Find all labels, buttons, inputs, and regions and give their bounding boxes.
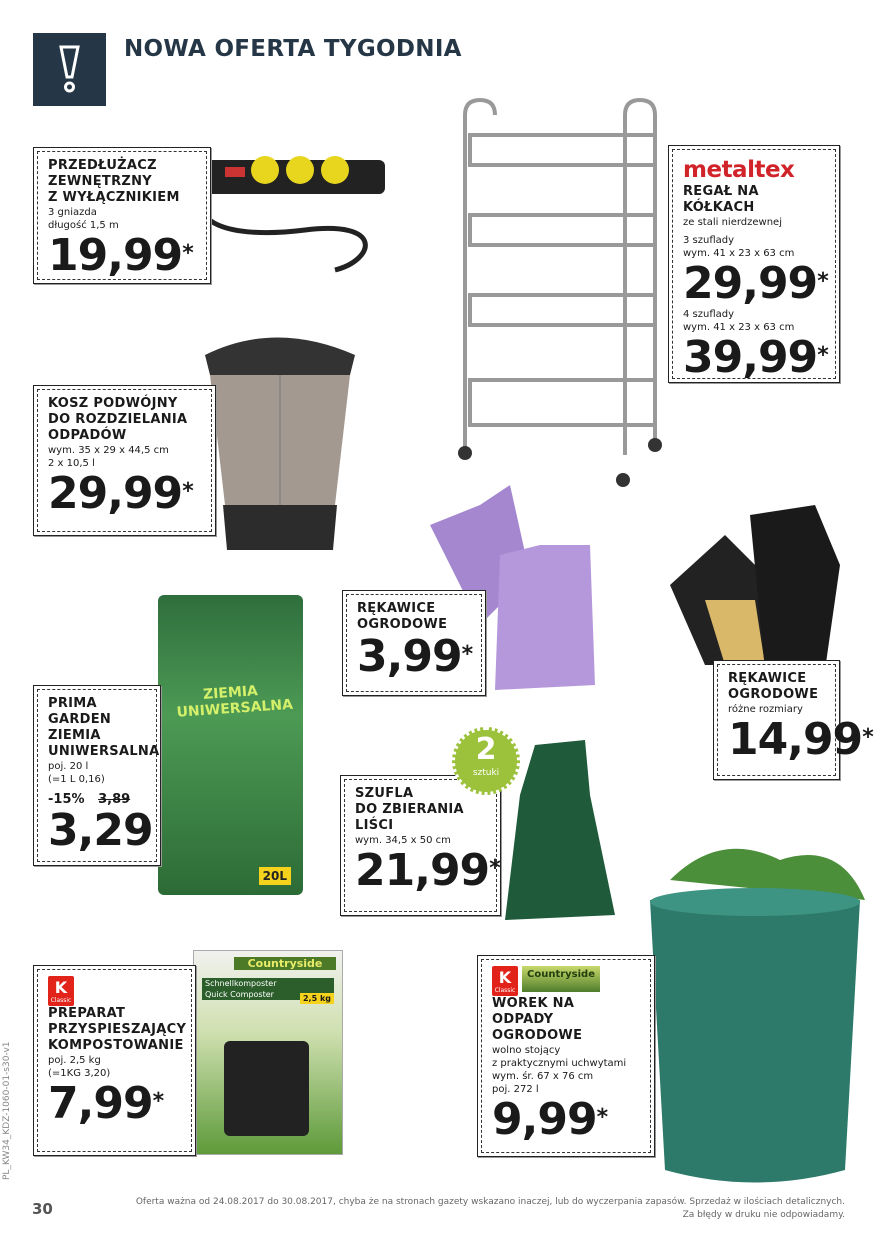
- offer-shelf-rack: [668, 145, 840, 383]
- offer-extension-cord: [33, 147, 211, 284]
- product-desc: różne rozmiary: [728, 704, 803, 715]
- k-classic-logo: K Classic: [492, 966, 518, 996]
- product-name: OGRODOWE: [728, 687, 819, 702]
- shelf-rack-image: [455, 95, 670, 490]
- variant-desc: wym. 41 x 23 x 63 cm: [683, 248, 795, 259]
- offer-leaf-grabber: [340, 775, 501, 916]
- soil-bag-label: ZIEMIA UNIWERSALNA: [176, 683, 294, 721]
- countryside-logo: Countryside: [522, 966, 600, 992]
- price: 9,99*: [492, 1094, 608, 1145]
- metaltex-logo: metaltex: [683, 157, 795, 183]
- product-name: OGRODOWE: [357, 617, 448, 632]
- product-desc: ze stali nierdzewnej: [683, 217, 782, 228]
- black-gloves-image: [665, 505, 845, 675]
- footer-disclaimer: [136, 1196, 845, 1222]
- extension-cord-image: [185, 140, 395, 280]
- pack-line: Schnellkomposter: [202, 978, 334, 989]
- price: 29,99*: [683, 258, 828, 309]
- price: 14,99*: [728, 714, 873, 765]
- disclaimer-line: Oferta ważna od 24.08.2017 do 30.08.2017, chyba że na stronach gazety wskazano inaczej, lub do wyczerpania zapasów. Sprzedaż w ilościach detalicznych.: [135, 1197, 845, 1207]
- product-desc: z praktycznymi uchwytami: [492, 1058, 627, 1069]
- product-name: PREPARAT: [48, 1006, 126, 1021]
- product-desc: wym. śr. 67 x 76 cm: [492, 1071, 594, 1082]
- badge-number: 2: [475, 732, 497, 767]
- product-name: GARDEN: [48, 712, 112, 727]
- badge-text: sztuki: [472, 768, 500, 778]
- soil-bag-image: [158, 595, 303, 895]
- soil-bag-size: 20L: [259, 867, 291, 885]
- product-desc: długość 1,5 m: [48, 220, 119, 231]
- offer-garden-bag: [477, 955, 655, 1157]
- product-desc: wym. 35 x 29 x 44,5 cm: [48, 445, 169, 456]
- price: 3,99*: [357, 631, 473, 682]
- exclamation-logo: [33, 33, 106, 106]
- product-desc: 3 gniazda: [48, 207, 97, 218]
- price: 7,99*: [48, 1078, 164, 1129]
- product-name: UNIWERSALNA: [48, 744, 160, 759]
- price: 39,99*: [683, 332, 828, 383]
- product-name: DO ZBIERANIA: [355, 802, 464, 817]
- variant-desc: wym. 41 x 23 x 63 cm: [683, 322, 795, 333]
- product-desc: (=1 L 0,16): [48, 774, 105, 785]
- product-name: ZEWNĘTRZNY: [48, 174, 153, 189]
- offer-black-gloves: [713, 660, 873, 780]
- product-name: LIŚCI: [355, 818, 394, 833]
- product-name: KOSZ PODWÓJNY: [48, 396, 178, 411]
- product-name: ODPADÓW: [48, 428, 127, 443]
- k-classic-logo: K Classic: [48, 976, 74, 1006]
- product-desc: wolno stojący: [492, 1045, 561, 1056]
- pack-line: Quick Composter: [202, 989, 334, 1000]
- offer-garden-soil: [33, 685, 161, 866]
- product-desc: (=1KG 3,20): [48, 1068, 111, 1079]
- quantity-badge: [452, 727, 520, 795]
- page-number: 30: [32, 1200, 53, 1218]
- product-name: OGRODOWE: [492, 1028, 583, 1043]
- offer-compost-accelerator: [33, 965, 196, 1156]
- price: 19,99*: [48, 230, 193, 281]
- product-desc: poj. 272 l: [492, 1084, 539, 1095]
- product-desc: poj. 20 l: [48, 761, 89, 772]
- product-name: ZIEMIA: [48, 728, 101, 743]
- disclaimer-line: Za błędy w druku nie odpowiadamy.: [682, 1210, 845, 1220]
- pack-size: 2,5 kg: [300, 993, 334, 1004]
- product-desc: wym. 34,5 x 50 cm: [355, 835, 451, 846]
- product-name: PRIMA: [48, 696, 97, 711]
- pack-brand: Countryside: [234, 957, 336, 970]
- price: 29,99*: [48, 468, 193, 519]
- print-code: PL_KW34_KDZ-1060-01-s30-v1: [2, 1041, 12, 1180]
- product-name: WOREK NA ODPADY: [492, 996, 575, 1027]
- product-name: REGAŁ NA KÓŁKACH: [683, 184, 759, 215]
- product-name: Z WYŁĄCZNIKIEM: [48, 190, 180, 205]
- product-name: RĘKAWICE: [357, 601, 436, 616]
- exclamation-icon: [33, 33, 106, 106]
- product-name: SZUFLA: [355, 786, 414, 801]
- garden-bag-image: [640, 840, 870, 1190]
- product-name: PRZYSPIESZAJĄCY: [48, 1022, 187, 1037]
- offer-purple-gloves: [342, 590, 486, 696]
- product-desc: 2 x 10,5 l: [48, 458, 95, 469]
- variant-desc: 3 szuflady: [683, 235, 735, 246]
- discount: -15%: [48, 792, 85, 807]
- variant-desc: 4 szuflady: [683, 309, 735, 320]
- product-name: RĘKAWICE: [728, 671, 807, 686]
- composter-bin: [224, 1041, 309, 1136]
- offer-waste-bin: [33, 385, 216, 536]
- product-desc: poj. 2,5 kg: [48, 1055, 101, 1066]
- product-name: PRZEDŁUŻACZ: [48, 158, 157, 173]
- product-name: KOMPOSTOWANIE: [48, 1038, 184, 1053]
- old-price: 3,89: [98, 792, 131, 807]
- page-title: NOWA OFERTA TYGODNIA: [124, 36, 462, 62]
- composter-box-image: [193, 950, 343, 1155]
- product-name: DO ROZDZIELANIA: [48, 412, 188, 427]
- price: 3,29: [48, 805, 153, 856]
- price: 21,99*: [355, 845, 500, 896]
- waste-bin-image: [195, 325, 365, 560]
